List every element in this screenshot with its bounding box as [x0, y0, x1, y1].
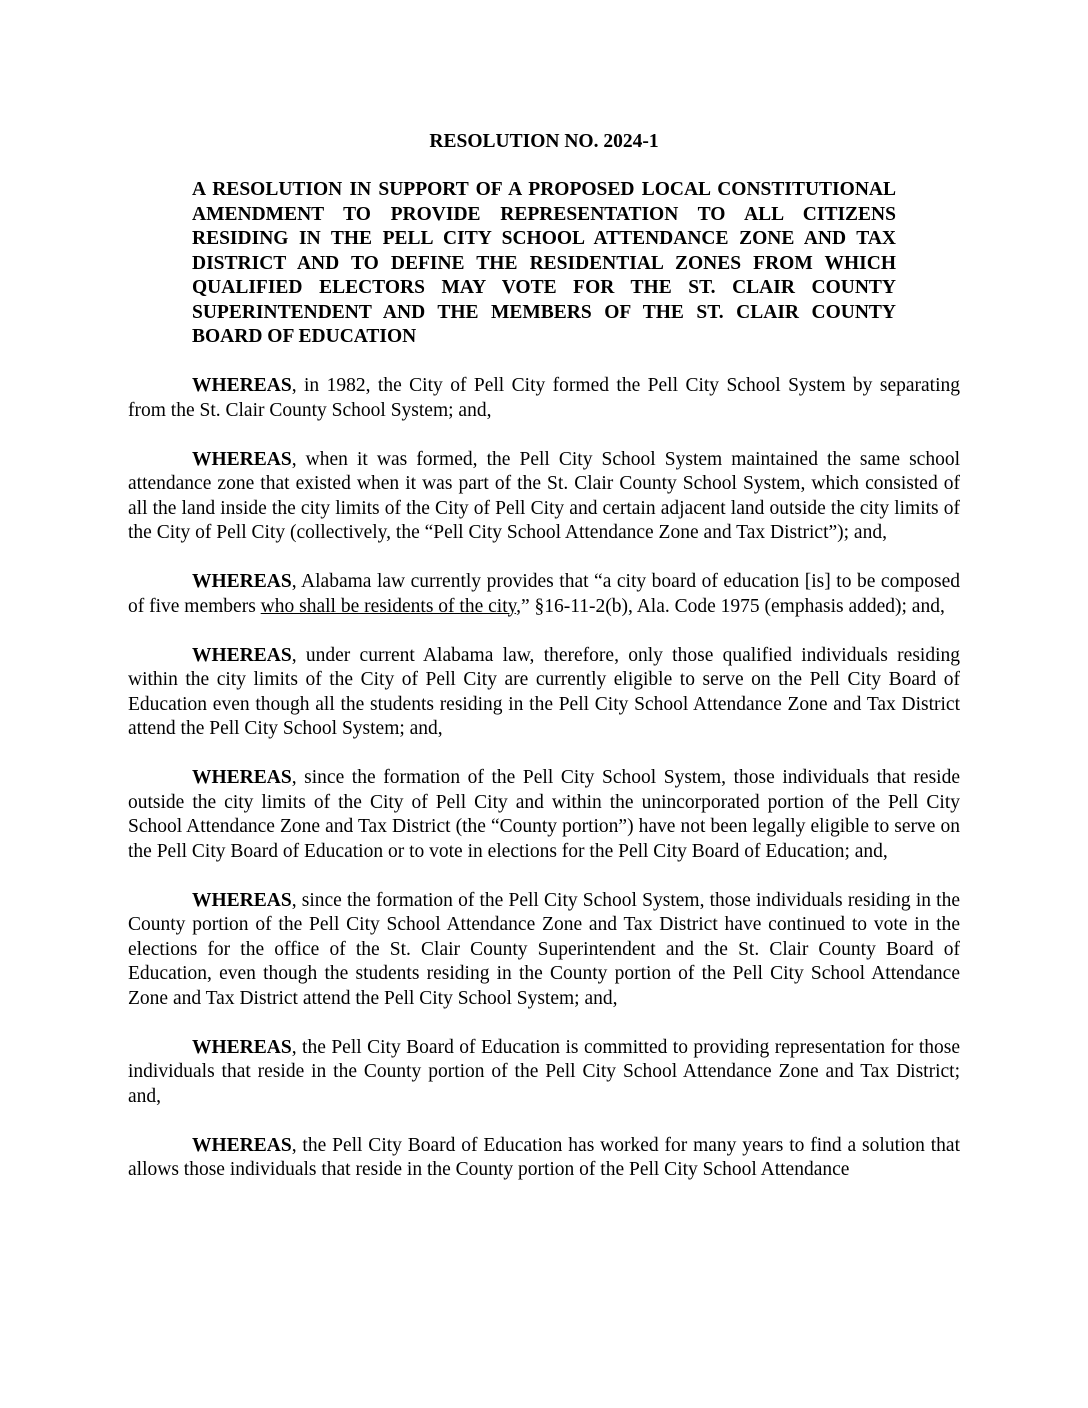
underlined-quote: who shall be residents of the city [260, 595, 517, 617]
whereas-paragraph-3 [128, 570, 960, 619]
whereas-lead: WHEREAS [192, 1036, 292, 1058]
whereas-lead: WHEREAS [192, 767, 292, 788]
paragraph-text: , the Pell City Board of Education is committed to providing representation for those individuals that reside in the County portion of the Pell City School Attendance Zone and Tax District; and, [128, 1036, 960, 1107]
whereas-paragraph-4 [128, 644, 960, 742]
whereas-lead: WHEREAS [192, 889, 292, 911]
whereas-lead: WHEREAS [192, 448, 292, 470]
paragraph-text: , since the formation of the Pell City School System, those individuals residing in the County portion of the Pell City School Attendance Zone and Tax District have continued to vote in the elections for the office of the St. Clair County Superintendent and the St. Clair County Board of Education, even though the students residing in the County portion of the Pell City School Attendance Zone and Tax District attend the Pell City School System; and, [128, 889, 960, 1009]
whereas-paragraph-6 [128, 889, 960, 1012]
paragraph-text: , since the formation of the Pell City School System, those individuals that reside outside the city limits of the City of Pell City and within the unincorporated portion of the Pell City School Attendance Zone and Tax District (the “County portion”) have not been legally eligible to serve on the Pell City Board of Education or to vote in elections for the Pell City Board of Education; and, [128, 767, 960, 862]
whereas-paragraph-5 [128, 766, 960, 864]
resolution-subtitle: A RESOLUTION IN SUPPORT OF A PROPOSED LOCAL CONSTITUTIONAL AMENDMENT TO PROVIDE REPRESENTATION TO ALL CITIZENS RESIDING IN THE PELL CITY SCHOOL ATTENDANCE ZONE AND TAX DISTRICT AND TO DEFINE THE RESIDENTIAL ZONES FROM WHICH QUALIFIED ELECTORS MAY VOTE FOR THE ST. CLAIR COUNTY SUPERINTENDENT AND THE MEMBERS OF THE ST. CLAIR COUNTY BOARD OF EDUCATION [192, 179, 896, 347]
whereas-paragraph-7 [128, 1036, 960, 1110]
paragraph-text: , when it was formed, the Pell City School System maintained the same school attendance zone that existed when it was part of the St. Clair County School System, which consisted of all the land inside the city limits of the City of Pell City and certain adjacent land outside the city limits of the City of Pell City (collectively, the “Pell City School Attendance Zone and Tax District”); and, [128, 448, 960, 543]
whereas-paragraph-2 [128, 448, 960, 546]
resolution-body [128, 374, 960, 1207]
paragraph-text-after: ,” §16-11-2(b), Ala. Code 1975 (emphasis added); and, [516, 595, 945, 617]
whereas-lead: WHEREAS [192, 571, 292, 592]
paragraph-text: , the Pell City Board of Education has worked for many years to find a solution that allows those individuals that reside in the County portion of the Pell City School Attendance [128, 1134, 960, 1180]
whereas-lead: WHEREAS [192, 644, 292, 666]
paragraph-text: , in 1982, the City of Pell City formed the Pell City School System by separating from the St. Clair County School System; and, [128, 375, 960, 421]
whereas-paragraph-1 [128, 374, 960, 423]
paragraph-text: , under current Alabama law, therefore, only those qualified individuals residing within the city limits of the City of Pell City are currently eligible to serve on the Pell City Board of Education even though all the students residing in the Pell City School Attendance Zone and Tax District attend the Pell City School System; and, [128, 644, 960, 739]
paragraph-text-before: , Alabama law currently provides that “a city board of education [is] to be composed of five members [128, 571, 960, 617]
whereas-lead: WHEREAS [192, 1134, 292, 1156]
whereas-lead: WHEREAS [192, 375, 292, 396]
whereas-paragraph-8 [128, 1134, 960, 1183]
resolution-title: RESOLUTION NO. 2024-1 [429, 131, 659, 152]
